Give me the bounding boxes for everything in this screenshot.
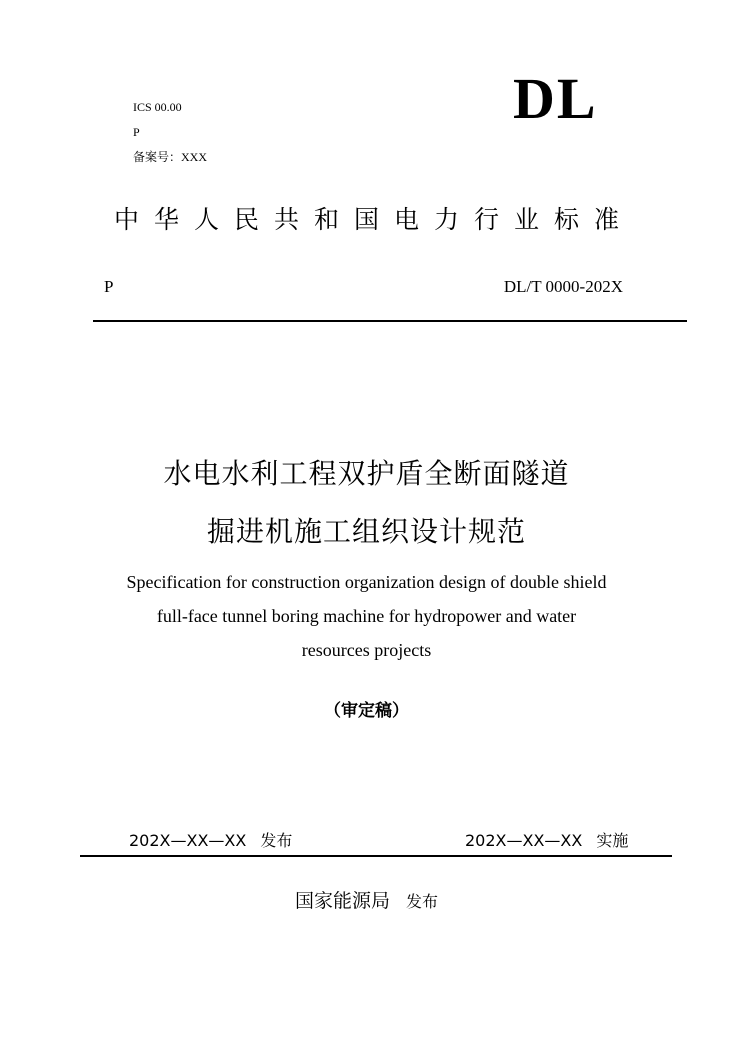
implement-date: 202X—XX—XX — [465, 831, 583, 850]
top-divider — [93, 320, 687, 322]
dl-logo: DL — [513, 66, 598, 131]
issuer-org: 国家能源局 — [294, 890, 390, 912]
bottom-divider — [80, 855, 672, 857]
title-en-line3: resources projects — [301, 640, 432, 660]
title-cn-line2: 掘进机施工组织设计规范 — [206, 515, 526, 548]
title-cn-line1: 水电水利工程双护盾全断面隧道 — [163, 457, 570, 490]
title-en-line2: full-face tunnel boring machine for hydropower and water — [156, 606, 577, 626]
title-en — [0, 565, 733, 667]
issuer — [0, 886, 733, 913]
title-en-line1: Specification for construction organization design of double shield — [126, 572, 607, 592]
issuer-label: 发布 — [406, 892, 439, 911]
filing-number: 备案号：XXX — [133, 150, 207, 164]
issue-date: 202X—XX—XX — [129, 831, 247, 850]
issue-date-line — [129, 828, 292, 851]
national-standard-title: 中华人民共和国电力行业标准 — [113, 205, 634, 234]
ics-block — [133, 95, 207, 170]
ics-code: ICS 00.00 — [133, 100, 182, 114]
implement-label: 实施 — [596, 831, 629, 850]
issue-label: 发布 — [260, 831, 293, 850]
implement-date-line — [465, 828, 628, 851]
draft-status: （审定稿） — [324, 701, 409, 721]
standard-number: DL/T 0000-202X — [503, 277, 623, 296]
classification-code: P — [104, 277, 114, 296]
ccs-code: P — [133, 125, 140, 139]
